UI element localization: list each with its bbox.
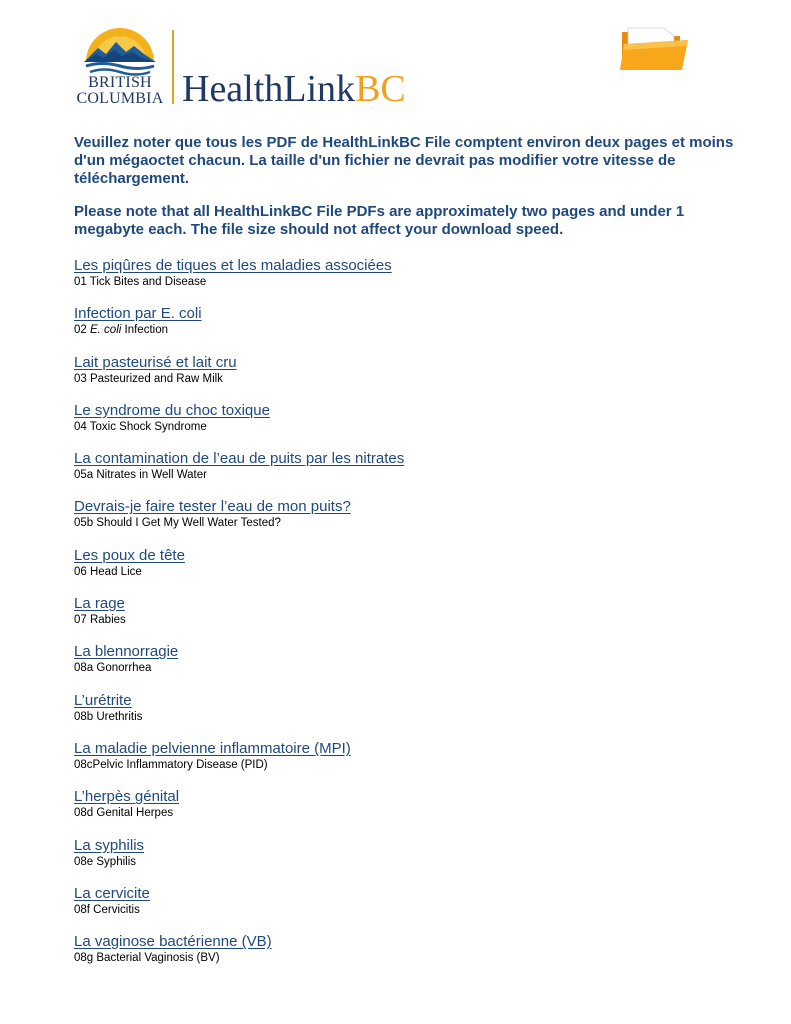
link-urethritis[interactable]: L’urétrite [74,691,132,709]
list-item [74,933,734,981]
healthlinkbc-logo-part1: HealthLink [182,68,356,110]
bc-logo-line1: BRITISH [88,74,152,91]
link-milk[interactable]: Lait pasteurisé et lait cru [74,353,237,371]
item-english-title: 05b Should I Get My Well Water Tested? [74,517,281,530]
link-genital-herpes[interactable]: L’herpès génital [74,788,180,806]
list-item [74,692,734,740]
link-tick-bites[interactable]: Les piqûres de tiques et les maladies associées [74,257,392,274]
item-english-title: 01 Tick Bites and Disease [74,276,207,288]
item-english-title: 08f Cervicitis [74,903,140,916]
british-columbia-logo [70,26,170,108]
link-syphilis[interactable]: La syphilis [74,836,145,854]
list-item [74,885,734,933]
healthlinkbc-logo-part2: BC [355,68,406,110]
list-item [74,305,734,353]
list-item [74,257,734,305]
link-nitrates[interactable]: La contamination de l’eau de puits par les nitrates [74,450,405,468]
notice-french: Veuillez noter que tous les PDF de HealthLinkBC File comptent environ deux pages et moins d'un mégaoctet chacun. La taille d'un fichier ne devrait pas modifier votre vitesse de téléchargement. [74,134,734,187]
item-english-title: 04 Toxic Shock Syndrome [74,420,207,433]
list-item [74,595,734,643]
item-sub-prefix: 02 [74,324,90,337]
logo-divider [172,30,174,104]
link-pid[interactable]: La maladie pelvienne inflammatoire (MPI) [74,739,351,757]
link-gonorrhea[interactable]: La blennorragie [74,643,179,661]
link-rabies[interactable]: La rage [74,595,125,613]
pdf-link-list [74,257,734,981]
list-item [74,450,734,498]
item-english-title: 05a Nitrates in Well Water [74,469,207,482]
item-english-title: 07 Rabies [74,614,126,627]
item-sub-suffix: Infection [121,324,168,337]
link-well-water[interactable]: Devrais-je faire tester l’eau de mon puits? [74,498,351,516]
list-item [74,643,734,691]
item-english-title: 06 Head Lice [74,565,142,578]
link-cervicitis[interactable]: La cervicite [74,884,150,902]
item-english-title: 08g Bacterial Vaginosis (BV) [74,952,220,965]
item-english-title: 08cPelvic Inflammatory Disease (PID) [74,758,268,771]
bc-sun-mountain-icon [82,26,158,76]
list-item [74,547,734,595]
page-header [0,0,791,120]
folder-icon [614,26,692,72]
item-english-title: 08a Gonorrhea [74,662,152,675]
list-item [74,354,734,402]
link-e-coli[interactable]: Infection par E. coli [74,305,202,323]
item-english-title: 08b Urethritis [74,710,143,723]
item-english-title: 03 Pasteurized and Raw Milk [74,372,223,385]
notice-english: Please note that all HealthLinkBC File PDFs are approximately two pages and under 1 megabyte each. The file size should not affect your download speed. [74,203,685,238]
item-english-title: 08d Genital Herpes [74,807,174,820]
list-item [74,837,734,885]
list-item [74,402,734,450]
bc-logo-line2: COLUMBIA [76,90,164,107]
list-item [74,740,734,788]
item-sub-italic: E. coli [90,324,122,337]
list-item [74,498,734,546]
item-english-title: 08e Syphilis [74,855,137,868]
item-english-title [74,323,734,337]
link-head-lice[interactable]: Les poux de tête [74,546,185,564]
healthlinkbc-logo [182,70,406,108]
link-toxic-shock[interactable]: Le syndrome du choc toxique [74,401,270,419]
list-item [74,788,734,836]
link-bacterial-vaginosis[interactable]: La vaginose bactérienne (VB) [74,933,272,951]
